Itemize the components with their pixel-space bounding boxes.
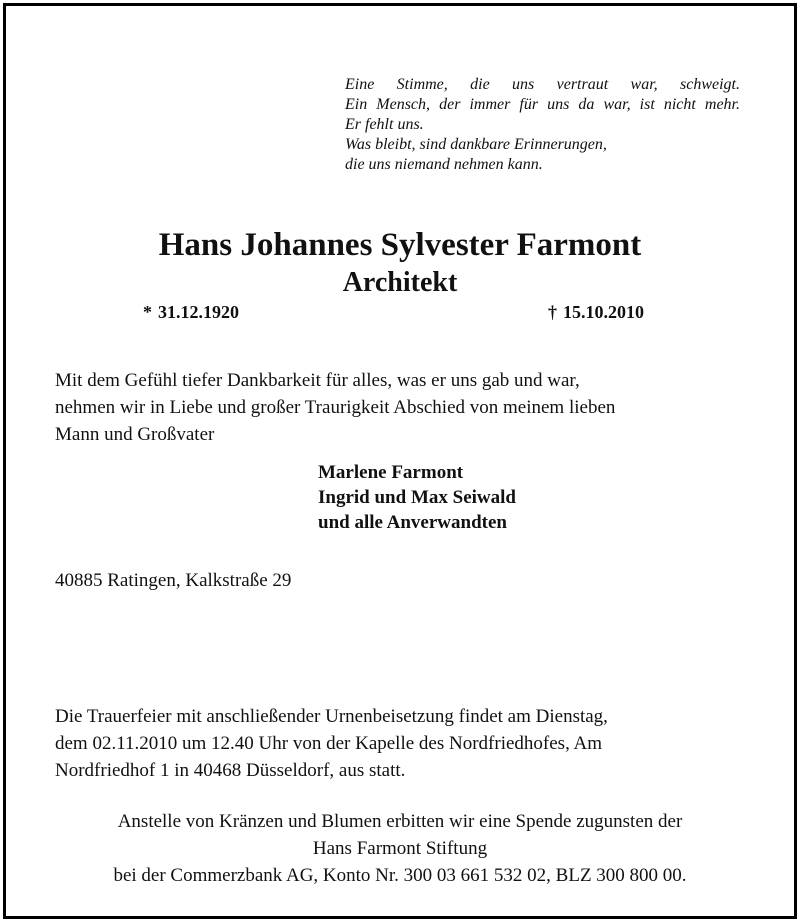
poem-line: die uns niemand nehmen kann. [345,156,543,173]
family-address: 40885 Ratingen, Kalkstraße 29 [55,570,292,591]
birth-date: 31.12.1920 [158,302,239,322]
funeral-line: Nordfriedhof 1 in 40468 Düsseldorf, aus statt. [55,760,406,781]
mourner-name: Marlene Farmont [318,462,464,483]
donation-line: Anstelle von Kränzen und Blumen erbitten wir eine Spende zugunsten der [117,811,683,832]
intro-line: Mit dem Gefühl tiefer Dankbarkeit für alles, was er uns gab und war, [55,370,580,391]
birth-star-icon: * [143,302,152,322]
funeral-line: Die Trauerfeier mit anschließender Urnenbeisetzung findet am Dienstag, [55,706,608,727]
memorial-poem [345,75,740,175]
deceased-name: Hans Johannes Sylvester Farmont [158,227,642,263]
poem-line: Er fehlt uns. [345,116,424,133]
funeral-details [55,703,745,784]
donation-foundation: Hans Farmont Stiftung [312,838,488,859]
intro-line: nehmen wir in Liebe und großer Traurigkeit Abschied von meinem lieben [55,397,616,418]
funeral-line: dem 02.11.2010 um 12.40 Uhr von der Kapelle des Nordfriedhofes, Am [55,733,603,754]
death-cross-icon: † [548,302,557,322]
poem-line: Eine Stimme, die uns vertraut war, schweigt. [345,76,740,93]
intro-line: Mann und Großvater [55,424,215,445]
donation-request [0,808,800,889]
intro-text [55,367,745,448]
death-date-line [548,300,644,324]
birth-date-line [143,300,239,324]
death-date: 15.10.2010 [563,302,644,322]
mourner-name: Ingrid und Max Seiwald [318,487,516,508]
poem-line: Ein Mensch, der immer für uns da war, ist nicht mehr. [345,96,740,113]
deceased-profession: Architekt [342,267,458,298]
donation-bank-details: bei der Commerzbank AG, Konto Nr. 300 03 661 532 02, BLZ 300 800 00. [113,865,687,886]
mourner-name: und alle Anverwandten [318,512,507,533]
mourners-list [318,460,516,535]
poem-line: Was bleibt, sind dankbare Erinnerungen, [345,136,607,153]
